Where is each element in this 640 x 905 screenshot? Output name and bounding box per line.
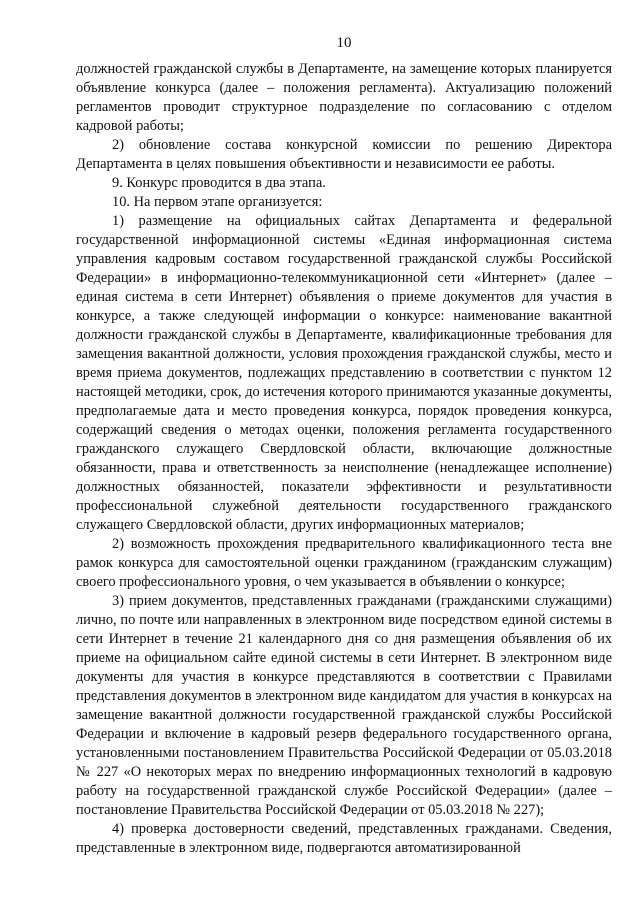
page-number: 10 xyxy=(336,35,352,51)
document-body xyxy=(76,60,612,858)
paragraph-item-10: 10. На первом этапе организуется: xyxy=(112,194,323,210)
paragraph-subitem-4: 4) проверка достоверности сведений, представленных гражданами. Сведения, представленные в электронном виде, подвергаются автоматизированной xyxy=(76,821,612,856)
paragraph-continuation: должностей гражданской службы в Департаменте, на замещение которых планируется объявление конкурса (далее – положения регламента). Актуализацию положений регламентов проводит структурное подразделение по согласованию с отделом кадровой работы; xyxy=(76,61,612,134)
paragraph-subitem-3: 3) прием документов, представленных гражданами (гражданскими служащими) лично, по почте или направленных в электронном виде посредством единой системы в сети Интернет в течение 21 календарного дня со дня размещения объявления об их приеме на официальном сайте единой системы в сети Интернет. В электронном виде документы для участия в конкурсе представляются в соответствии с Правилами представления документов в электронном виде кандидатом для участия в конкурсах на замещение вакантной должности государственной гражданской службы Российской Федерации и включение в кадровый резерв федерального государственного органа, установленными постановлением Правительства Российской Федерации от 05.03.2018 № 227 «О некоторых мерах по внедрению информационных технологий в кадровую работу на государственной гражданской службе Российской Федерации» (далее – постановление Правительства Российской Федерации от 05.03.2018 № 227); xyxy=(76,593,612,818)
paragraph-commission-update: 2) обновление состава конкурсной комиссии по решению Директора Департамента в целях повышения объективности и независимости ее работы. xyxy=(76,137,612,172)
paragraph-item-9: 9. Конкурс проводится в два этапа. xyxy=(112,175,326,191)
paragraph-subitem-2: 2) возможность прохождения предварительного квалификационного теста вне рамок конкурса для самостоятельной оценки гражданином (гражданским служащим) своего профессионального уровня, о чем указывается в объявлении о конкурсе; xyxy=(76,536,612,590)
paragraph-subitem-1: 1) размещение на официальных сайтах Департамента и федеральной государственной информационной системы «Единая информационная система управления кадровым составом государственной гражданской службы Российской Федерации» в информационно-телекоммуникационной сети «Интернет» (далее – единая система в сети Интернет) объявления о приеме документов для участия в конкурсе, а также следующей информации о конкурсе: наименование вакантной должности гражданской службы в Департаменте, квалификационные требования для замещения вакантной должности, условия прохождения гражданской службы, место и время приема документов, подлежащих представлению в соответствии с пунктом 12 настоящей методики, срок, до истечения которого принимаются указанные документы, предполагаемые дата и место проведения конкурса, порядок проведения конкурса, содержащий сведения о методах оценки, положения регламента государственного гражданского служащего Свердловской области, включающие должностные обязанности, права и ответственность за неисполнение (ненадлежащее исполнение) должностных обязанностей, показатели эффективности и результативности профессиональной служебной деятельности государственного гражданского служащего Свердловской области, других информационных материалов; xyxy=(76,213,612,533)
